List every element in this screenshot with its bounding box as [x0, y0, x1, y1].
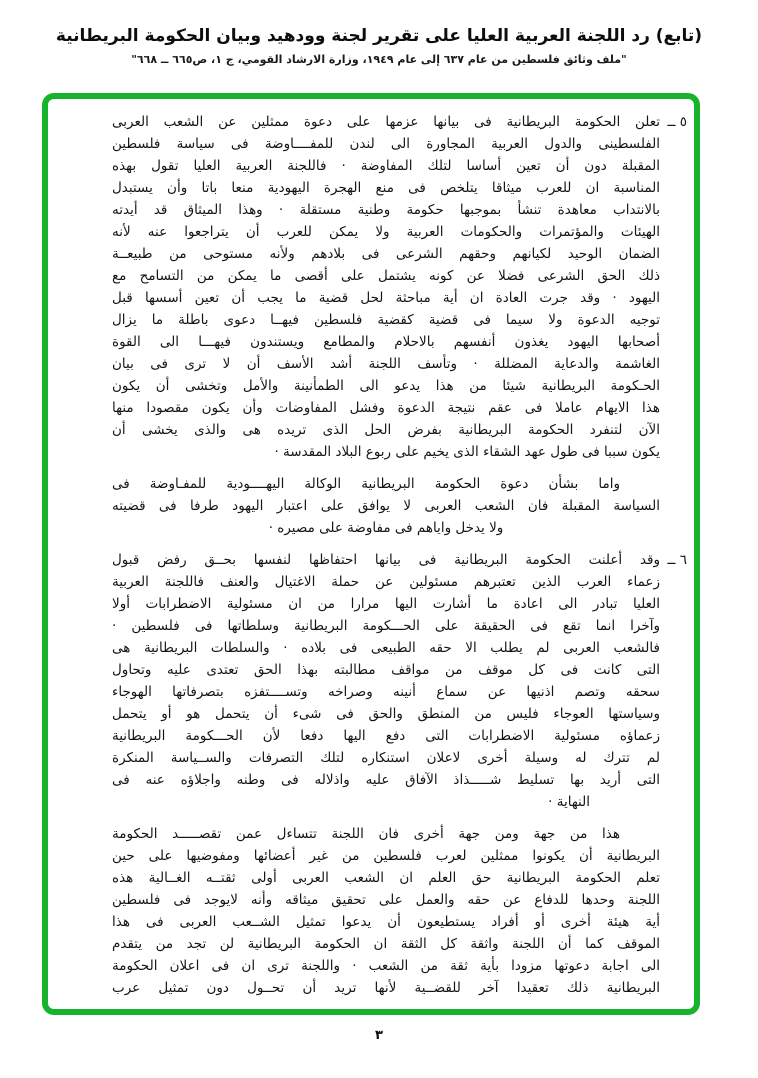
text-line: سحقه وتصم اذنيها عن سماع أنينه وصراخه وتســــتفزه بتصرفاتها الهوجاء	[112, 684, 660, 700]
text-line: الضمان الوحيد لكيانهم وحقهم الشرعى فى بلادهم ولأنه مستوحى من طبيعــة	[112, 246, 660, 262]
text-line: البريطانية أن يكونوا ممثلين لعرب فلسطين من غير أعضائها ومفوضيها على حين	[112, 848, 660, 864]
text-line: المقبلة دون أن تعين أساسا لتلك المفاوضة · فاللجنة العربية العليا تقول بهذه	[112, 158, 660, 174]
text-line: يكون سببا فى طول عهد الشقاء الذى يخيم على ربوع البلاد المقدسة ·	[274, 444, 660, 460]
text-line: هذا من جهة ومن جهة أخرى فان اللجنة تتساءل عمن تقصـــــد الحكومة	[112, 826, 620, 842]
text-line: اللجنة وحدها للدفاع عن حقه والعمل على تحقيق ميثاقه وأنه لايوجد فى فلسطين	[112, 892, 660, 908]
text-line: الهيئات والمؤتمرات والحكومات العربية ولا يمكن للعرب أن يتراجعوا عنه لأنه	[112, 224, 660, 240]
text-line: وسياستها العوجاء فليس من المنطق والحق فى شىء أن يتحمل هو أو يتحمل	[112, 706, 660, 722]
text-line: ولا يدخل واياهم فى مفاوضة على مصيره ·	[268, 520, 504, 536]
text-line: الفلسطينى والدول العربية المجاورة الى لندن للمفــــاوضة فى سياسة فلسطين	[112, 136, 660, 152]
text-line: فالشعب العربى لم يطلب الا حقه الطبيعى فى بلاده · والسلطات البريطانية هى	[112, 640, 660, 656]
text-line: المناسبة ان للعرب ميثاقا يتلخص فى منع الهجرة اليهودية منعا باتا وأن يستبدل	[112, 180, 660, 196]
paragraph	[112, 473, 660, 539]
text-line: التى أريد بها تسليط شـــــذاذ الآفاق عليه واذلاله فى وطنه واجلاؤه عنه فى	[112, 772, 660, 788]
text-line: الحـكومة البريطانية شيئا من هذا يدعو الى الطمأنينة والأمل وتخشى أن يكون	[112, 378, 660, 394]
text-line: هذا الايهام عاملا فى عقم نتيجة الدعوة وفشل المفاوضات وأن يكون مقصودا منها	[112, 400, 660, 416]
page-title: (تابع) رد اللجنة العربية العليا على تقرير لجنة وودهيد وبيان الحكومة البريطانية	[55, 26, 703, 46]
text-line: توجيه الدعوة ولا سيما فى قضية كقضية فلسطين فيهــا دعوى باطلة ما يزال	[112, 312, 660, 328]
paragraph	[112, 111, 687, 463]
text-line: النهاية ·	[548, 794, 590, 810]
text-line: تعلن الحكومة البريطانية فى بيانها عزمها على دعوة ممثلين عن الشعب العربى	[112, 114, 660, 130]
text-line: التى كانت فى كل موقف من مواقف مطالبته بهذا الحق تعتدى عليه وتحاول	[112, 662, 660, 678]
text-line: السياسة المقبلة فان الشعب العربى لا يوافق على اعتبار اليهود طرفا فى قضيته	[112, 498, 660, 514]
page-header	[0, 0, 758, 66]
text-line: أصحابها اليهود يغذون أنفسهم بالاحلام والمطامع ويستندون فيهـــا الى القوة	[112, 334, 660, 350]
text-line: تعلم الحكومة البريطانية حق العلم ان الشعب العربى أولى ثقتــه الغــالية هذه	[112, 870, 660, 886]
text-line: واما بشأن دعوة الحكومة البريطانية الوكالة اليهــــودية للمفـاوضة فى	[112, 476, 620, 492]
text-line: بالانتداب معاهدة تنشأ بموجبها حكومة وطنية مستقلة · وهذا الميثاق قد أيدته	[112, 202, 660, 218]
text-line: زعماؤه مسئولية الاضطرابات التى دفع اليها دفعا لأن الحـــكومة البريطانية	[112, 728, 660, 744]
text-line: اليهود · وقد جرت العادة ان أية مباحثة لحل قضية ما يجب أن تعين أسسها قبل	[112, 290, 660, 306]
text-line: أية هيئة أخرى أو أفراد يستطيعون أن يدعوا تمثيل الشــعب العربى فى هذا	[112, 914, 660, 930]
green-content-frame	[42, 93, 700, 1015]
text-line: لم تترك له وسيلة أخرى لاعلان استنكاره لتلك التصرفات والســياسة المنكرة	[112, 750, 660, 766]
paragraph-marker: ٥ ــ	[667, 114, 687, 130]
text-line: وآخرا انما تقع فى الحقيقة على الحـــكومة البريطانية وسلطاتها فى فلسطين ·	[112, 618, 660, 634]
text-line: الغاشمة والدعاية المضللة · وتأسف اللجنة أشد الأسف أن لا ترى فى بيان	[112, 356, 660, 372]
text-line: الى اجابة دعوتها مزودا بأية ثقة من الشعب · واللجنة ترى ان فى اعلان الحكومة	[112, 958, 660, 974]
page-number: ٣	[375, 1028, 383, 1043]
text-column	[48, 99, 694, 1009]
paragraph-marker: ٦ ــ	[667, 552, 687, 568]
text-line: زعماء العرب الذين تعتبرهم مسئولين عن حملة الاغتيال والعنف فاللجنة العربية	[112, 574, 660, 590]
text-line: العليا تبادر الى اعادة ما أشارت اليها مرارا من ان مسئولية الاضطرابات أولا	[112, 596, 660, 612]
text-line: البريطانية ذلك تعقيدا آخر للقضــية لأنها تريد أن تحــول دون تمثيل عرب	[112, 980, 660, 996]
text-line: الآن لتنفرد الحكومة البريطانية بفرض الحل الذى تريده هى والذى يخشى أن	[112, 422, 660, 438]
text-line: وقد أعلنت الحكومة البريطانية فى بيانها احتفاظها لنفسها بحــق رفض قبول	[112, 552, 660, 568]
source-citation: "ملف وثائق فلسطين من عام ٦٣٧ إلى عام ١٩٤٩، وزارة الارشاد القومي، ج ١، ص٦٦٥ ــ ٦٦٨"	[131, 53, 627, 66]
text-line: الموقف كما أن اللجنة واثقة كل الثقة ان الحكومة البريطانية لن تجد من يتقدم	[112, 936, 660, 952]
page-footer	[0, 1024, 758, 1043]
paragraph	[112, 549, 687, 813]
paragraph	[112, 823, 660, 999]
text-line: ذلك الحق الشرعى فضلا عن كونه يشتمل على أقصى ما يمكن من التسامح مع	[112, 268, 660, 284]
